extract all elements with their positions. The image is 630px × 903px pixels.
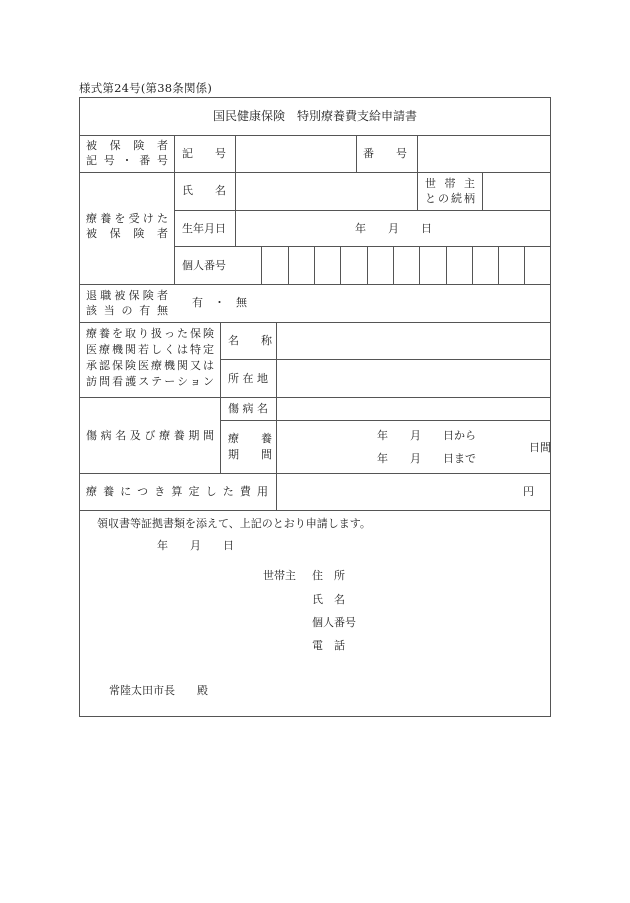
digit-box-divider xyxy=(340,246,341,284)
period-label-line2: 期 間 xyxy=(228,448,272,461)
addressee: 常陸太田市長 殿 xyxy=(109,684,208,697)
col-rule xyxy=(417,172,418,210)
householder-address-label: 住 所 xyxy=(312,569,345,582)
period-label-line1: 療 養 xyxy=(228,432,272,445)
personal-number-label: 個人番号 xyxy=(182,259,226,272)
symbol-field[interactable] xyxy=(237,138,355,170)
relation-label-line2: との続柄 xyxy=(425,192,475,205)
facility-name-label: 名 称 xyxy=(228,334,272,347)
col-rule xyxy=(174,135,175,284)
digit-box-divider xyxy=(314,246,315,284)
row-rule xyxy=(220,420,550,421)
facility-address-field[interactable] xyxy=(278,361,548,395)
row-rule xyxy=(80,284,550,285)
retired-options[interactable]: 有 ・ 無 xyxy=(192,296,247,309)
digit-box-divider xyxy=(261,246,262,284)
birthdate-label: 生年月日 xyxy=(182,222,226,235)
facility-address-label: 所 在 地 xyxy=(228,372,268,385)
cost-field[interactable] xyxy=(278,476,518,508)
row-rule xyxy=(220,359,550,360)
digit-box-divider xyxy=(446,246,447,284)
name-field[interactable] xyxy=(237,174,415,208)
name-label: 氏 名 xyxy=(182,184,226,197)
illness-label: 傷病名及び療養期間 xyxy=(86,429,214,442)
form-caption: 様式第24号(第38条関係) xyxy=(79,81,213,95)
patient-label-line2: 被保険者 xyxy=(86,227,168,240)
col-rule xyxy=(276,322,277,473)
application-statement: 領収書等証拠書類を添えて、上記のとおり申請します。 xyxy=(97,517,371,530)
col-rule xyxy=(356,135,357,172)
period-to[interactable]: 年 月 日まで xyxy=(377,452,476,465)
symbol-label: 記 号 xyxy=(182,147,226,160)
retired-label-line1: 退職被保険者 xyxy=(86,289,168,302)
period-from[interactable]: 年 月 日から xyxy=(377,429,476,442)
relation-field[interactable] xyxy=(484,174,548,208)
col-rule xyxy=(417,135,418,172)
disease-label: 傷 病 名 xyxy=(228,402,268,415)
days-unit: 日間 xyxy=(529,441,551,454)
facility-name-field[interactable] xyxy=(278,324,548,357)
householder-personal-number-label: 個人番号 xyxy=(312,616,356,629)
relation-label-line1: 世 帯 主 xyxy=(425,177,475,190)
insured-number-label-line2: 記号・番号 xyxy=(86,154,168,167)
patient-label-line1: 療養を受けた xyxy=(86,212,168,225)
facility-label-line2: 医療機関若しくは特定 xyxy=(86,343,214,356)
insured-number-label-line1: 被保険者 xyxy=(86,139,168,152)
row-rule xyxy=(80,510,550,511)
householder-name-label: 氏 名 xyxy=(312,593,345,606)
col-rule xyxy=(220,322,221,473)
facility-label-line4: 訪問看護ステーション xyxy=(86,375,214,388)
cost-unit: 円 xyxy=(523,485,534,498)
digit-box-divider xyxy=(498,246,499,284)
householder-phone-label: 電 話 xyxy=(312,639,345,652)
digit-box-divider xyxy=(419,246,420,284)
number-field[interactable] xyxy=(419,138,549,170)
application-form xyxy=(79,97,551,717)
row-rule xyxy=(174,246,550,247)
householder-prefix: 世帯主 xyxy=(263,569,296,582)
row-rule xyxy=(80,135,550,136)
application-date[interactable]: 年 月 日 xyxy=(157,539,234,552)
retired-label-line2: 該当の有無 xyxy=(86,304,168,317)
disease-field[interactable] xyxy=(278,399,548,419)
form-title: 国民健康保険 特別療養費支給申請書 xyxy=(212,109,417,123)
row-rule xyxy=(174,210,550,211)
digit-box-divider xyxy=(393,246,394,284)
col-rule xyxy=(482,172,483,210)
row-rule xyxy=(80,473,550,474)
cost-label: 療養につき算定した費用 xyxy=(86,485,268,498)
facility-label-line1: 療養を取り扱った保険 xyxy=(86,327,214,340)
digit-box-divider xyxy=(367,246,368,284)
facility-label-line3: 承認保険医療機関又は xyxy=(86,359,214,372)
digit-box-divider xyxy=(288,246,289,284)
row-rule xyxy=(80,172,550,173)
col-rule xyxy=(276,473,277,510)
col-rule xyxy=(235,135,236,247)
row-rule xyxy=(80,322,550,323)
number-label: 番 号 xyxy=(363,147,407,160)
row-rule xyxy=(80,397,550,398)
birthdate-value[interactable]: 年 月 日 xyxy=(355,222,432,235)
digit-box-divider xyxy=(524,246,525,284)
digit-box-divider xyxy=(472,246,473,284)
